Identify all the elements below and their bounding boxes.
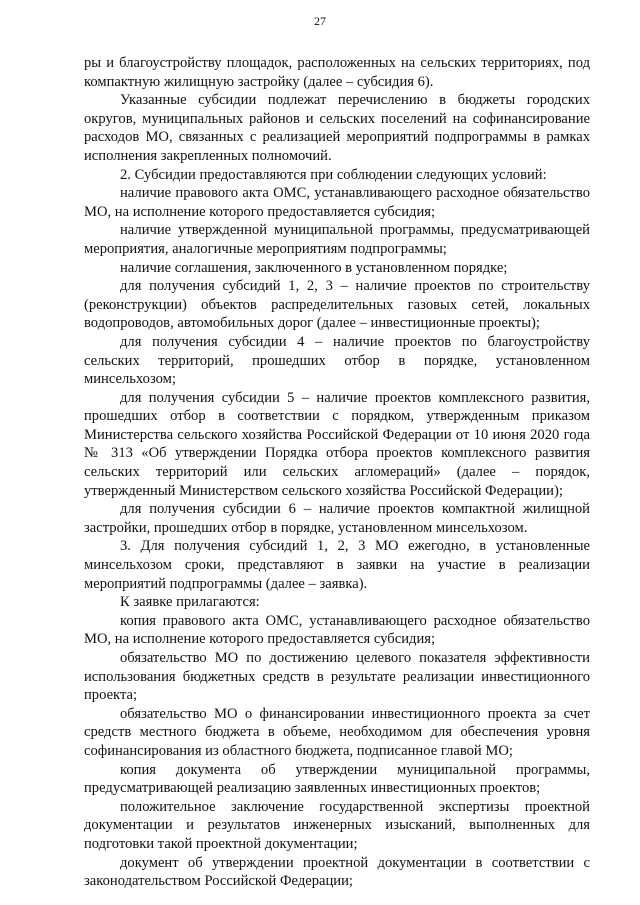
paragraph: для получения субсидии 4 – наличие проектов по благоустройству сельских территорий, прошедших отбор в порядке, установленном минсельхозом;	[84, 333, 590, 388]
paragraph: К заявке прилагаются:	[120, 594, 260, 611]
paragraph: для получения субсидии 6 – наличие проектов компактной жилищной застройки, прошедших отбор в порядке, установленном минсельхозом.	[84, 501, 590, 536]
paragraph: 3. Для получения субсидий 1, 2, 3 МО ежегодно, в установленные минсельхозом сроки, представляют в заявки на участие в реализации мероприятий подпрограммы (далее – заявка).	[84, 538, 590, 592]
paragraph: для получения субсидии 5 – наличие проектов комплексного развития, прошедших отбор в соответствии с порядком, утвержденным приказом Министерства сельского хозяйства Российской Федерации от 10 июня 2020 года № 313 «Об утверждении Порядка отбора проектов комплексного развития сельских территорий или сельских агломераций» (далее – порядок, утвержденный Министерством сельского хозяйства Российской Федерации);	[84, 389, 590, 499]
page-number: 27	[314, 14, 326, 28]
paragraph: копия правового акта ОМС, устанавливающего расходное обязательство МО, на исполнение которого предоставляется субсидия;	[84, 612, 590, 648]
paragraph: наличие правового акта ОМС, устанавливающего расходное обязательство МО, на исполнение которого предоставляется субсидия;	[84, 185, 590, 220]
paragraph: 2. Субсидии предоставляются при соблюдении следующих условий:	[120, 166, 547, 183]
paragraph: ры и благоустройству площадок, расположенных на сельских территориях, под компактную жилищную застройку (далее – субсидия 6).	[84, 55, 590, 90]
paragraph: обязательство МО о финансировании инвестиционного проекта за счет средств местного бюджета в объеме, необходимом для обеспечения уровня софинансирования из областного бюджета, подписанное главой МО;	[84, 705, 590, 759]
paragraph: наличие утвержденной муниципальной программы, предусматривающей мероприятия, аналогичные мероприятиям подпрограммы;	[84, 222, 590, 257]
paragraph: наличие соглашения, заключенного в установленном порядке;	[120, 259, 508, 276]
paragraph: положительное заключение государственной экспертизы проектной документации и результатов инженерных изысканий, выполненных для подготовки такой проектной документации;	[84, 798, 590, 852]
document-body	[84, 54, 590, 891]
paragraph: для получения субсидий 1, 2, 3 – наличие проектов по строительству (реконструкции) объектов распределительных газовых сетей, локальных водопроводов, автомобильных дорог (далее – инвестиционные проекты);	[84, 278, 590, 332]
paragraph: копия документа об утверждении муниципальной программы, предусматривающей реализацию заявленных инвестиционных проектов;	[84, 761, 590, 797]
paragraph: документ об утверждении проектной документации в соответствии с законодательством Российской Федерации;	[84, 854, 590, 890]
paragraph: Указанные субсидии подлежат перечислению в бюджеты городских округов, муниципальных районов и сельских поселений на софинансирование расходов МО, связанных с реализацией мероприятий подпрограммы в рамках исполнения закрепленных полномочий.	[84, 92, 590, 164]
paragraph: обязательство МО по достижению целевого показателя эффективности использования бюджетных средств в результате реализации инвестиционного проекта;	[84, 650, 590, 704]
